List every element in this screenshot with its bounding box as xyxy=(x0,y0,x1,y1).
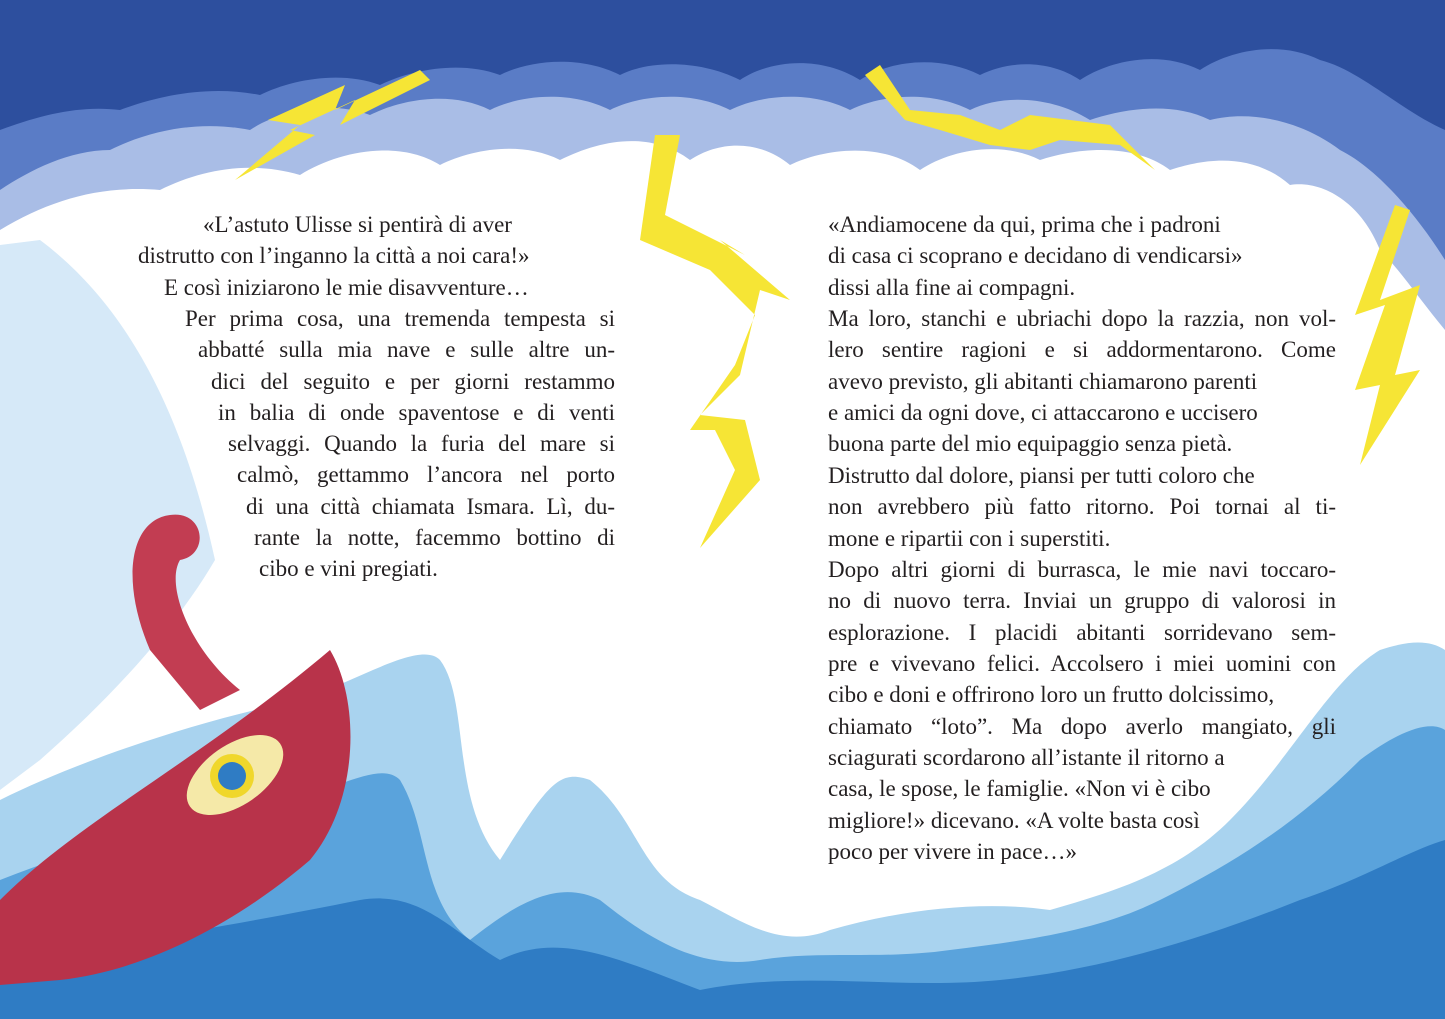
text-line: avevo previsto, gli abitanti chiamarono parenti xyxy=(828,368,1258,394)
text-line: no di nuovo terra. Inviai un gruppo di valorosi in xyxy=(828,588,1336,614)
text-line: calmò, gettammo l’ancora nel porto xyxy=(237,462,615,488)
text-line: dissi alla fine ai compagni. xyxy=(828,274,1076,300)
text-line: abbatté sulla mia nave e sulle altre un- xyxy=(198,337,615,363)
text-line: di casa ci scoprano e decidano di vendicarsi» xyxy=(828,243,1243,269)
text-line: Ma loro, stanchi e ubriachi dopo la razzia, non vol- xyxy=(828,306,1336,332)
text-line: «Andiamocene da qui, prima che i padroni xyxy=(828,212,1221,237)
text-line: casa, le spose, le famiglie. «Non vi è cibo xyxy=(828,776,1211,802)
ship-sail xyxy=(0,240,215,790)
text-line: selvaggi. Quando la furia del mare si xyxy=(228,431,615,457)
text-line: migliore!» dicevano. «A volte basta così xyxy=(828,807,1200,833)
text-line: pre e vivevano felici. Accolsero i miei uomini con xyxy=(828,650,1336,676)
text-line: dici del seguito e per giorni restammo xyxy=(211,368,615,394)
text-line: sciagurati scordarono all’istante il ritorno a xyxy=(828,744,1225,770)
text-line: poco per vivere in pace…» xyxy=(828,839,1078,864)
text-line: e amici da ogni dove, ci attaccarono e uccisero xyxy=(828,400,1258,426)
text-line: non avrebbero più fatto ritorno. Poi tornai al ti- xyxy=(828,494,1336,520)
text-line: esplorazione. I placidi abitanti sorridevano sem- xyxy=(828,619,1336,645)
text-line: E così iniziarono le mie disavventure… xyxy=(164,274,529,300)
text-line: chiamato “loto”. Ma dopo averlo mangiato, gli xyxy=(828,713,1336,739)
text-line: cibo e doni e offrirono loro un frutto dolcissimo, xyxy=(828,682,1275,708)
text-line: cibo e vini pregiati. xyxy=(259,556,438,582)
text-line: Per prima cosa, una tremenda tempesta si xyxy=(185,305,615,331)
text-line: mone e ripartii con i superstiti. xyxy=(828,525,1111,551)
text-line: rante la notte, facemmo bottino di xyxy=(254,525,615,550)
text-line: distrutto con l’inganno la città a noi cara!» xyxy=(138,243,530,269)
text-line: in balia di onde spaventose e di venti xyxy=(218,399,615,425)
text-line: «L’astuto Ulisse si pentirà di aver xyxy=(203,212,512,237)
text-line: Dopo altri giorni di burrasca, le mie navi toccaro- xyxy=(828,556,1336,582)
text-line: Distrutto dal dolore, piansi per tutti coloro che xyxy=(828,462,1255,488)
text-line: lero sentire ragioni e si addormentarono. Come xyxy=(828,337,1336,363)
text-line: buona parte del mio equipaggio senza pietà. xyxy=(828,431,1233,457)
text-line: di una città chiamata Ismara. Lì, du- xyxy=(246,493,615,519)
